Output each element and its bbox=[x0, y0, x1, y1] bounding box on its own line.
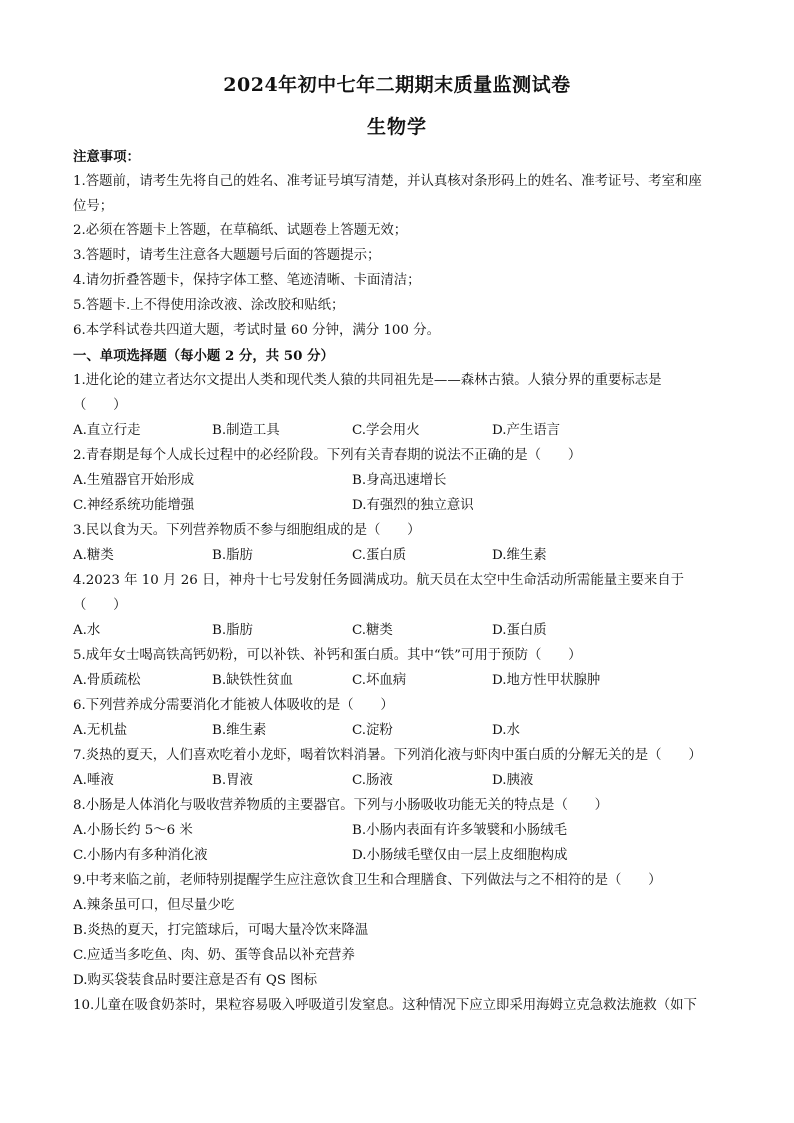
notice-item: 2.必须在答题卡上答题，在草稿纸、试题卷上答题无效； bbox=[73, 223, 408, 238]
question-stem: 4.2023 年 10 月 26 日，神舟十七号发射任务圆满成功。航天员在太空中生命活动所需能量主要来自于 bbox=[73, 573, 685, 588]
option-a: A.无机盐 bbox=[73, 723, 128, 738]
notice-item: 6.本学科试卷共四道大题，考试时量 60 分钟，满分 100 分。 bbox=[73, 323, 440, 338]
option-a: A.生殖器官开始形成 bbox=[73, 473, 195, 488]
option-c: C.神经系统功能增强 bbox=[73, 498, 195, 513]
option-b: B.缺铁性贫血 bbox=[212, 673, 294, 688]
option-a: A.水 bbox=[73, 623, 101, 638]
notice-heading: 注意事项： bbox=[73, 149, 140, 165]
question-stem: 2.青春期是每个人成长过程中的必经阶段。下列有关青春期的说法不正确的是（ ） bbox=[73, 448, 582, 463]
question-stem: 1.进化论的建立者达尔文提出人类和现代类人猿的共同祖先是——森林古猿。人猿分界的重要标志是 bbox=[73, 373, 662, 388]
question-stem: 5.成年女士喝高铁高钙奶粉，可以补铁、补钙和蛋白质。其中“铁”可用于预防（ ） bbox=[73, 648, 582, 663]
option-d: D.胰液 bbox=[492, 773, 534, 788]
notice-item: 3.答题时，请考生注意各大题题号后面的答题提示； bbox=[73, 248, 381, 263]
option-c: C.淀粉 bbox=[352, 723, 393, 738]
option-c: C.肠液 bbox=[352, 773, 393, 788]
question-stem: 10.儿童在吸食奶茶时，果粒容易吸入呼吸道引发窒息。这种情况下应立即采用海姆立克急救法施救（如下 bbox=[73, 998, 697, 1013]
exam-title: 2024年初中七年二期期末质量监测试卷 bbox=[223, 74, 571, 96]
option-c: C.糖类 bbox=[352, 623, 393, 638]
option-b: B.制造工具 bbox=[212, 423, 280, 438]
option-d: D.购买袋装食品时要注意是否有 QS 图标 bbox=[73, 973, 318, 988]
option-a: A.唾液 bbox=[73, 773, 114, 788]
question-stem: 8.小肠是人体消化与吸收营养物质的主要器官。下列与小肠吸收功能无关的特点是（ ） bbox=[73, 798, 609, 813]
question-stem: 7.炎热的夏天，人们喜欢吃着小龙虾，喝着饮料消暑。下列消化液与虾肉中蛋白质的分解无关的是（ ） bbox=[73, 748, 702, 763]
notice-item: 1.答题前，请考生先将自己的姓名、准考证号填写清楚，并认真核对条形码上的姓名、准考证号、考室和座 bbox=[73, 174, 702, 189]
question-stem: 9.中考来临之前，老师特别提醒学生应注意饮食卫生和合理膳食、下列做法与之不相符的是（ ） bbox=[73, 873, 662, 888]
option-a: A.骨质疏松 bbox=[73, 673, 141, 688]
option-d: D.维生素 bbox=[492, 548, 547, 563]
option-b: B.胃液 bbox=[212, 773, 253, 788]
option-d: D.水 bbox=[492, 723, 520, 738]
option-d: D.地方性甲状腺肿 bbox=[492, 673, 601, 688]
option-a: A.小肠长约 5～6 米 bbox=[73, 823, 193, 838]
question-stem: （ ） bbox=[73, 598, 127, 613]
option-a: A.直立行走 bbox=[73, 423, 141, 438]
option-b: B.维生素 bbox=[212, 723, 267, 738]
option-c: C.蛋白质 bbox=[352, 548, 407, 563]
option-d: D.小肠绒毛壁仅由一层上皮细胞构成 bbox=[352, 848, 568, 863]
option-b: B.脂肪 bbox=[212, 548, 253, 563]
option-a: A.辣条虽可口，但尽量少吃 bbox=[73, 898, 235, 913]
question-stem: 3.民以食为天。下列营养物质不参与细胞组成的是（ ） bbox=[73, 523, 421, 538]
notice-item: 位号； bbox=[73, 199, 114, 214]
question-stem: （ ） bbox=[73, 398, 127, 413]
notice-item: 5.答题卡.上不得使用涂改液、涂改胶和贴纸； bbox=[73, 298, 345, 313]
option-c: C.应适当多吃鱼、肉、奶、蛋等食品以补充营养 bbox=[73, 948, 355, 963]
question-stem: 6.下列营养成分需要消化才能被人体吸收的是（ ） bbox=[73, 698, 394, 713]
option-d: D.有强烈的独立意识 bbox=[352, 498, 474, 513]
option-c: C.坏血病 bbox=[352, 673, 407, 688]
option-a: A.糖类 bbox=[73, 548, 114, 563]
option-d: D.产生语言 bbox=[492, 423, 561, 438]
option-c: C.小肠内有多种消化液 bbox=[73, 848, 208, 863]
option-b: B.脂肪 bbox=[212, 623, 253, 638]
notice-item: 4.请勿折叠答题卡，保持字体工整、笔迹清晰、卡面清洁； bbox=[73, 273, 421, 288]
option-b: B.小肠内表面有许多皱襞和小肠绒毛 bbox=[352, 823, 567, 838]
option-d: D.蛋白质 bbox=[492, 623, 547, 638]
option-b: B.身高迅速增长 bbox=[352, 473, 447, 488]
option-c: C.学会用火 bbox=[352, 423, 420, 438]
subject-title: 生物学 bbox=[366, 116, 427, 138]
option-b: B.炎热的夏天，打完篮球后，可喝大量冷饮来降温 bbox=[73, 923, 369, 938]
section-heading: 一、单项选择题（每小题 2 分，共 50 分） bbox=[73, 348, 334, 364]
